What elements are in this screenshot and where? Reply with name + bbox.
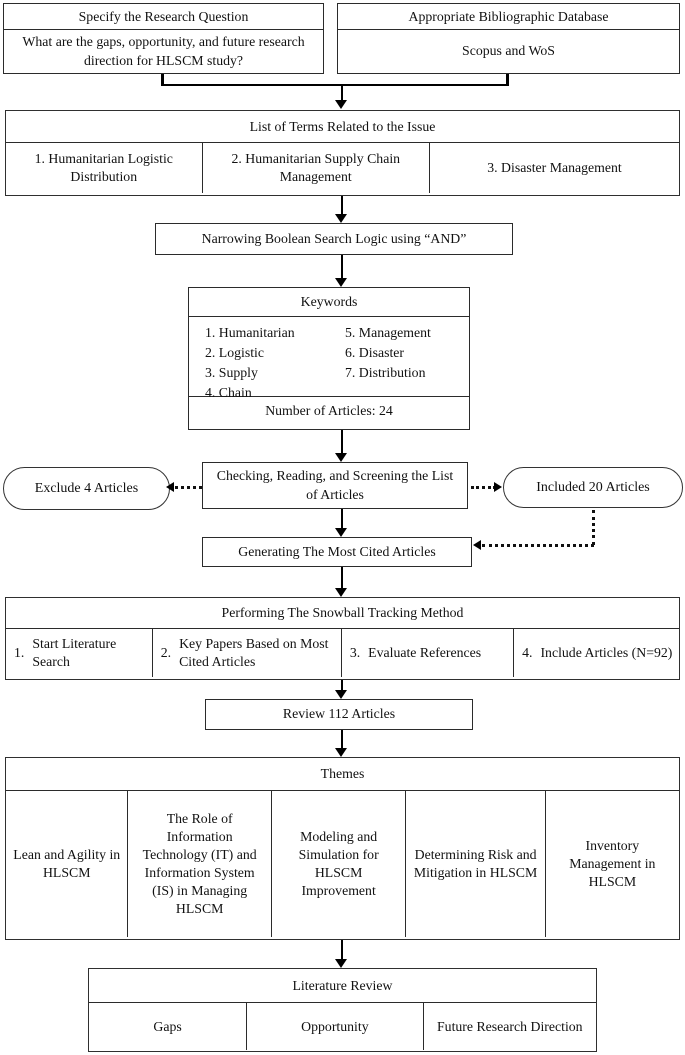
article-count-label: Number of Articles: 24 bbox=[265, 403, 393, 419]
keyword-item: 7. Distribution bbox=[345, 365, 426, 380]
theme-item: Determining Risk and Mitigation in HLSCM bbox=[406, 791, 545, 937]
step-number: 1. bbox=[14, 645, 25, 661]
terms-title: List of Terms Related to the Issue bbox=[6, 111, 679, 143]
snowball-step bbox=[342, 629, 514, 677]
review-box bbox=[205, 699, 473, 730]
exclude-articles-stadium: Exclude 4 Articles bbox=[3, 467, 170, 510]
term-item: 1. Humanitarian Logistic Distribution bbox=[6, 143, 203, 193]
step-number: 2. bbox=[160, 645, 172, 661]
snowball-step bbox=[514, 629, 679, 677]
literature-review-title: Literature Review bbox=[89, 969, 596, 1003]
keywords-column-right bbox=[345, 323, 465, 392]
research-question-title: Specify the Research Question bbox=[4, 4, 323, 30]
literature-review-item: Future Research Direction bbox=[437, 1018, 583, 1034]
keyword-item: 5. Management bbox=[345, 325, 431, 340]
snowball-box bbox=[5, 597, 680, 680]
snowball-title: Performing The Snowball Tracking Method bbox=[6, 598, 679, 629]
step-text: Start Literature Search bbox=[32, 636, 117, 669]
snowball-step bbox=[6, 629, 153, 677]
literature-review-item: Opportunity bbox=[247, 1003, 423, 1050]
boolean-search-label: Narrowing Boolean Search Logic using “AND” bbox=[201, 230, 467, 246]
included-articles-stadium: Included 20 Articles bbox=[503, 467, 683, 508]
keywords-column-left bbox=[205, 323, 345, 400]
dotted-arrow-to-included bbox=[494, 482, 502, 492]
arrow-to-generating bbox=[335, 528, 347, 537]
connector-line bbox=[341, 255, 344, 278]
step-text: Key Papers Based on Most Cited Articles bbox=[179, 636, 329, 669]
keyword-item: 1. Humanitarian bbox=[205, 325, 295, 340]
connector-line bbox=[161, 84, 508, 87]
screening-box bbox=[202, 462, 468, 509]
keyword-item: 3. Supply bbox=[205, 365, 258, 380]
arrow-to-review bbox=[335, 690, 347, 699]
arrow-to-literature-review bbox=[335, 959, 347, 968]
theme-item: Modeling and Simulation for HLSCM Improvement bbox=[272, 791, 407, 937]
database-box bbox=[337, 3, 680, 74]
boolean-search-box bbox=[155, 223, 513, 255]
theme-item: Inventory Management in HLSCM bbox=[569, 838, 656, 889]
step-text: Include Articles (N=92) bbox=[540, 645, 673, 661]
step-text: Evaluate References bbox=[368, 645, 482, 661]
arrow-to-screening bbox=[335, 453, 347, 462]
dotted-connector bbox=[482, 544, 594, 547]
research-question-text: What are the gaps, opportunity, and future research direction for HLSCM study? bbox=[22, 34, 305, 68]
terms-box bbox=[5, 110, 680, 196]
generating-box bbox=[202, 537, 472, 567]
database-title: Appropriate Bibliographic Database bbox=[338, 4, 679, 30]
keyword-item: 4. Chain bbox=[205, 385, 252, 400]
connector-line bbox=[341, 509, 344, 528]
term-item: 3. Disaster Management bbox=[487, 160, 622, 176]
dotted-arrow-to-exclude bbox=[166, 482, 174, 492]
keyword-item: 2. Logistic bbox=[205, 345, 265, 360]
themes-box bbox=[5, 757, 680, 940]
snowball-step bbox=[153, 629, 342, 677]
term-item: 2. Humanitarian Supply Chain Management bbox=[203, 143, 430, 193]
step-number: 3. bbox=[349, 645, 361, 661]
keyword-item: 6. Disaster bbox=[345, 345, 405, 360]
screening-label: Checking, Reading, and Screening the List of Articles bbox=[216, 468, 454, 502]
arrow-to-boolean bbox=[335, 214, 347, 223]
connector-line bbox=[341, 567, 344, 588]
connector-line bbox=[341, 940, 344, 959]
connector-line bbox=[341, 730, 344, 748]
connector-line bbox=[341, 196, 344, 215]
literature-review-item: Gaps bbox=[89, 1003, 247, 1050]
dotted-connector bbox=[471, 486, 496, 489]
generating-label: Generating The Most Cited Articles bbox=[238, 543, 436, 559]
connector-line bbox=[341, 680, 344, 690]
literature-review-box bbox=[88, 968, 597, 1052]
keywords-title: Keywords bbox=[189, 288, 469, 317]
dotted-arrow-to-generating bbox=[473, 540, 481, 550]
keywords-box bbox=[188, 287, 470, 430]
connector-line bbox=[341, 430, 344, 453]
arrow-to-themes bbox=[335, 748, 347, 757]
themes-title: Themes bbox=[6, 758, 679, 791]
review-label: Review 112 Articles bbox=[282, 706, 396, 722]
arrow-to-terms bbox=[335, 100, 347, 109]
database-text: Scopus and WoS bbox=[462, 43, 555, 59]
theme-item: The Role of Information Technology (IT) and Information System (IS) in Managing HLSCM bbox=[128, 791, 271, 937]
dotted-connector bbox=[592, 510, 595, 545]
step-number: 4. bbox=[522, 645, 533, 661]
research-question-box bbox=[3, 3, 324, 74]
connector-line bbox=[341, 85, 344, 101]
dotted-connector bbox=[175, 486, 202, 489]
theme-item: Lean and Agility in HLSCM bbox=[6, 791, 128, 937]
arrow-to-keywords bbox=[335, 278, 347, 287]
arrow-to-snowball bbox=[335, 588, 347, 597]
